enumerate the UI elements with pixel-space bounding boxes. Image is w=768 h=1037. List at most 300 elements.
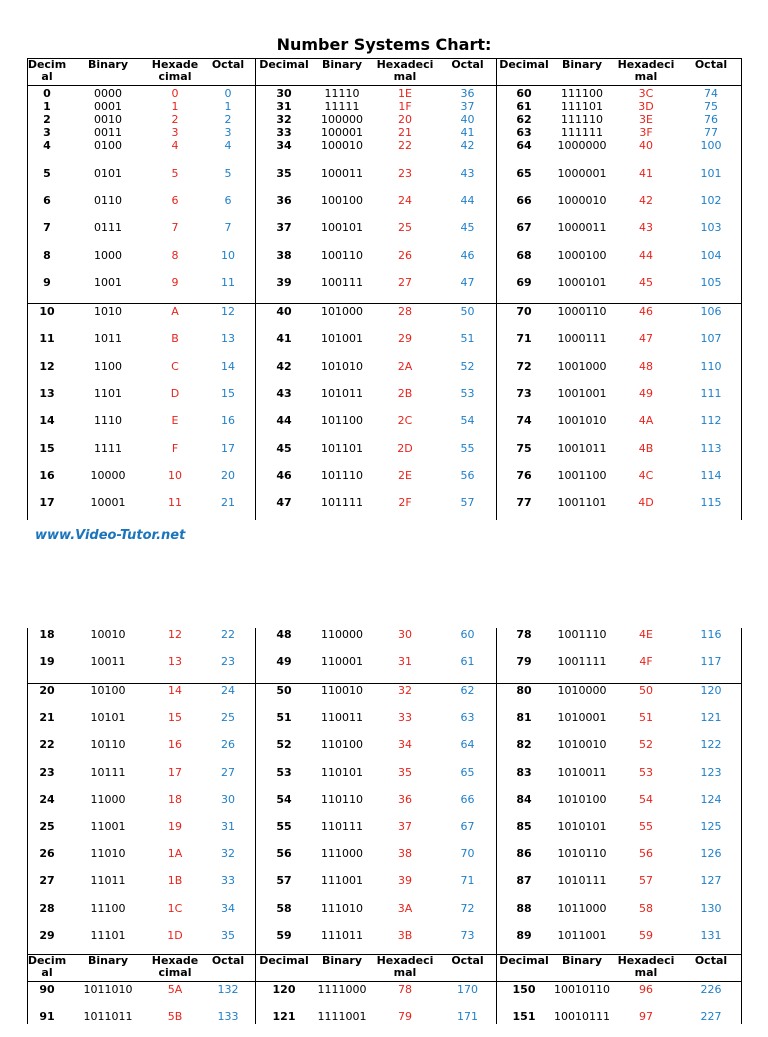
octal-cell: 30 [221,792,235,806]
binary-cell: 110101 [321,765,363,779]
hex-cell: 32 [398,684,412,697]
binary-cell: 1010011 [557,765,607,779]
decimal-cell: 53 [276,765,292,779]
decimal-cell: 15 [39,441,55,455]
table-row [27,167,742,194]
table-row [27,793,742,820]
decimal-cell: 14 [39,414,55,428]
binary-cell: 11111 [324,100,360,113]
decimal-cell: 82 [516,738,532,752]
octal-cell: 23 [221,655,235,669]
row-divider [27,981,742,982]
hex-cell: 56 [639,847,653,861]
decimal-cell: 17 [39,496,55,510]
hex-cell: 57 [639,874,653,888]
table-row [27,929,742,956]
octal-cell: 12 [221,305,235,318]
octal-cell: 61 [460,655,475,669]
binary-cell: 10100 [90,684,126,697]
header-binary: Binary [561,954,602,967]
decimal-cell: 70 [516,305,532,318]
decimal-cell: 67 [516,221,532,234]
decimal-cell: 77 [516,496,532,510]
hex-cell: 4D [638,496,654,510]
binary-cell: 1110 [94,414,122,428]
binary-cell: 11101 [90,928,126,942]
hex-cell: 14 [168,684,182,697]
octal-cell: 26 [221,738,235,752]
decimal-cell: 44 [276,414,292,428]
octal-cell: 11 [221,276,235,289]
hex-cell: C [171,359,179,373]
decimal-cell: 1 [43,100,51,113]
hex-cell: 9 [171,276,179,289]
hex-cell: 3F [639,126,653,139]
hex-cell: D [170,386,180,400]
binary-cell: 1111 [94,441,122,455]
binary-cell: 101010 [321,359,363,373]
decimal-cell: 21 [39,711,55,725]
decimal-cell: 36 [276,194,292,207]
octal-cell: 15 [221,386,235,400]
decimal-cell: 45 [276,441,292,455]
octal-cell: 22 [221,628,235,641]
website-link[interactable]: www.Video-Tutor.net [35,528,186,543]
hex-cell: 1C [167,901,183,915]
octal-cell: 127 [700,874,722,888]
decimal-cell: 75 [516,441,532,455]
header-octal: Octal [451,58,484,71]
octal-cell: 132 [217,983,239,996]
decimal-cell: 62 [516,113,532,126]
binary-cell: 0001 [94,100,122,113]
octal-cell: 31 [221,820,235,833]
decimal-cell: 150 [512,983,536,996]
hex-cell: 52 [639,738,653,752]
binary-cell: 10111 [90,765,126,779]
table-header-row [27,59,742,85]
hex-cell: 59 [639,928,653,942]
binary-cell: 1011011 [83,1010,133,1023]
header-binary: Binary [321,58,362,71]
hex-cell: 4E [639,628,653,641]
octal-cell: 14 [221,359,235,373]
octal-cell: 77 [704,126,718,139]
octal-cell: 2 [224,113,232,126]
decimal-cell: 22 [39,738,55,752]
hex-cell: 23 [398,167,412,180]
binary-cell: 1001001 [557,386,607,400]
table-row [27,126,742,139]
binary-cell: 100111 [321,276,363,289]
binary-cell: 111110 [561,113,603,126]
hex-cell: 48 [639,359,653,373]
binary-cell: 1000000 [557,139,607,152]
octal-cell: 42 [460,139,475,152]
decimal-cell: 34 [276,139,292,152]
binary-cell: 110010 [321,684,363,697]
binary-cell: 100001 [321,126,363,139]
table-row [27,766,742,793]
octal-cell: 100 [700,139,722,152]
binary-cell: 111001 [321,874,363,888]
header-hex: Hexadecimal [376,954,434,979]
octal-cell: 34 [221,901,235,915]
binary-cell: 111100 [561,87,603,100]
table-row [27,332,742,359]
octal-cell: 74 [704,87,718,100]
decimal-cell: 121 [272,1010,296,1023]
hex-cell: B [171,332,179,346]
decimal-cell: 19 [39,655,55,669]
hex-cell: 42 [639,194,653,207]
hex-cell: 11 [168,496,182,510]
decimal-cell: 87 [516,874,532,888]
decimal-cell: 90 [39,983,55,996]
decimal-cell: 40 [276,305,292,318]
hex-cell: 36 [398,792,412,806]
octal-cell: 63 [460,711,475,725]
table-row [27,305,742,332]
hex-cell: 17 [168,765,182,779]
hex-cell: 19 [168,820,182,833]
octal-cell: 10 [221,249,235,262]
octal-cell: 111 [700,386,722,400]
octal-cell: 117 [700,655,722,669]
decimal-cell: 4 [43,139,51,152]
binary-cell: 1000 [94,249,122,262]
binary-cell: 111101 [561,100,603,113]
decimal-cell: 33 [276,126,292,139]
binary-cell: 1001010 [557,414,607,428]
hex-cell: 1A [167,847,183,861]
octal-cell: 70 [460,847,475,861]
decimal-cell: 120 [272,983,296,996]
decimal-cell: 56 [276,847,292,861]
octal-cell: 121 [700,711,722,725]
hex-cell: 3D [638,100,654,113]
binary-cell: 1001000 [557,359,607,373]
binary-cell: 110011 [321,711,363,725]
binary-cell: 101101 [321,441,363,455]
octal-cell: 226 [700,983,722,996]
octal-cell: 32 [221,847,235,861]
decimal-cell: 58 [276,901,292,915]
hex-cell: 97 [639,1010,653,1023]
octal-cell: 71 [460,874,475,888]
decimal-cell: 16 [39,468,55,482]
decimal-cell: 63 [516,126,532,139]
decimal-cell: 69 [516,276,532,289]
table-row [27,194,742,221]
table-row [27,628,742,655]
decimal-cell: 86 [516,847,532,861]
decimal-cell: 38 [276,249,292,262]
binary-cell: 101110 [321,468,363,482]
binary-cell: 11110 [324,87,360,100]
octal-cell: 112 [700,414,722,428]
hex-cell: F [171,441,179,455]
binary-cell: 1011010 [83,983,133,996]
hex-cell: 79 [398,1010,412,1023]
octal-cell: 101 [700,167,722,180]
binary-cell: 1100 [94,359,122,373]
header-octal: Octal [694,58,728,71]
hex-cell: 13 [168,655,182,669]
table-row [27,276,742,303]
chart-page-2 [27,628,742,1024]
binary-cell: 1111000 [317,983,367,996]
table-row [27,655,742,682]
octal-cell: 52 [460,359,475,373]
binary-cell: 110111 [321,820,363,833]
decimal-cell: 84 [516,792,532,806]
table-row [27,874,742,901]
binary-cell: 1010110 [557,847,607,861]
decimal-cell: 73 [516,386,532,400]
decimal-cell: 151 [512,1010,536,1023]
hex-cell: 34 [398,738,412,752]
table-row [27,100,742,113]
decimal-cell: 91 [39,1010,55,1023]
decimal-cell: 11 [39,332,55,346]
hex-cell: 26 [398,249,412,262]
decimal-cell: 0 [43,87,51,100]
decimal-cell: 88 [516,901,532,915]
octal-cell: 21 [221,496,235,510]
hex-cell: 29 [398,332,412,346]
table-row [27,139,742,166]
octal-cell: 3 [224,126,232,139]
octal-cell: 27 [221,765,235,779]
hex-cell: 22 [398,139,412,152]
decimal-cell: 32 [276,113,292,126]
octal-cell: 36 [460,87,475,100]
octal-cell: 67 [460,820,475,833]
decimal-cell: 61 [516,100,532,113]
hex-cell: 21 [398,126,412,139]
octal-cell: 133 [217,1010,239,1023]
octal-cell: 122 [700,738,722,752]
hex-cell: 3B [397,928,413,942]
binary-cell: 100110 [321,249,363,262]
octal-cell: 46 [460,249,475,262]
octal-cell: 37 [460,100,475,113]
hex-cell: 5B [167,1010,183,1023]
binary-cell: 1001110 [557,628,607,641]
hex-cell: 16 [168,738,182,752]
hex-cell: 4F [639,655,653,669]
octal-cell: 57 [460,496,475,510]
decimal-cell: 81 [516,711,532,725]
header-hex: Hexadecimal [151,58,199,83]
hex-cell: 33 [398,711,412,725]
octal-cell: 20 [221,468,235,482]
decimal-cell: 57 [276,874,292,888]
header-octal: Octal [211,58,245,71]
table-row [27,738,742,765]
decimal-cell: 43 [276,386,292,400]
hex-cell: 1B [167,874,183,888]
binary-cell: 1000111 [557,332,607,346]
binary-cell: 11011 [90,874,126,888]
table-row [27,684,742,711]
hex-cell: 20 [398,113,412,126]
octal-cell: 105 [700,276,722,289]
octal-cell: 102 [700,194,722,207]
hex-cell: 8 [171,249,179,262]
octal-cell: 5 [224,167,232,180]
binary-cell: 1011 [94,332,122,346]
binary-cell: 1000110 [557,305,607,318]
binary-cell: 1000011 [557,221,607,234]
decimal-cell: 20 [39,684,55,697]
binary-cell: 110100 [321,738,363,752]
binary-cell: 1000001 [557,167,607,180]
decimal-cell: 68 [516,249,532,262]
header-decimal: Decimal [27,954,67,979]
decimal-cell: 59 [276,928,292,942]
hex-cell: 46 [639,305,653,318]
hex-cell: 1F [398,100,412,113]
binary-cell: 10010110 [554,983,610,996]
hex-cell: 18 [168,792,182,806]
header-hex: Hexadecimal [617,954,675,979]
octal-cell: 120 [700,684,722,697]
decimal-cell: 28 [39,901,55,915]
octal-cell: 114 [700,468,722,482]
hex-cell: 3 [171,126,179,139]
octal-cell: 53 [460,386,475,400]
octal-cell: 72 [460,901,475,915]
header-hex: Hexadecimal [617,58,675,83]
hex-cell: E [171,414,179,428]
header-octal: Octal [451,954,484,967]
hex-cell: 78 [398,983,412,996]
hex-cell: 37 [398,820,412,833]
octal-cell: 75 [704,100,718,113]
binary-cell: 1010100 [557,792,607,806]
hex-cell: 24 [398,194,412,207]
octal-cell: 103 [700,221,722,234]
hex-cell: 53 [639,765,653,779]
binary-cell: 11010 [90,847,126,861]
octal-cell: 44 [460,194,475,207]
hex-cell: 96 [639,983,653,996]
hex-cell: 28 [398,305,412,318]
binary-cell: 1001100 [557,468,607,482]
binary-cell: 1010010 [557,738,607,752]
binary-cell: 10110 [90,738,126,752]
hex-cell: 4C [638,468,654,482]
binary-cell: 1010 [94,305,122,318]
decimal-cell: 37 [276,221,292,234]
hex-cell: 2F [398,496,412,510]
octal-cell: 16 [221,414,235,428]
decimal-cell: 55 [276,820,292,833]
octal-cell: 33 [221,874,235,888]
octal-cell: 24 [221,684,235,697]
table-row [27,983,742,1010]
decimal-cell: 72 [516,359,532,373]
decimal-cell: 10 [39,305,55,318]
hex-cell: 47 [639,332,653,346]
binary-cell: 101011 [321,386,363,400]
decimal-cell: 54 [276,792,292,806]
decimal-cell: 3 [43,126,51,139]
octal-cell: 41 [460,126,475,139]
octal-cell: 13 [221,332,235,346]
decimal-cell: 74 [516,414,532,428]
hex-cell: 54 [639,792,653,806]
octal-cell: 65 [460,765,475,779]
octal-cell: 60 [460,628,475,641]
decimal-cell: 39 [276,276,292,289]
hex-cell: 51 [639,711,653,725]
binary-cell: 1011000 [557,901,607,915]
hex-cell: 58 [639,901,653,915]
hex-cell: 10 [168,468,182,482]
decimal-cell: 27 [39,874,55,888]
decimal-cell: 71 [516,332,532,346]
decimal-cell: 25 [39,820,55,833]
binary-cell: 0011 [94,126,122,139]
binary-cell: 10001 [90,496,126,510]
binary-cell: 11100 [90,901,126,915]
binary-cell: 0101 [94,167,122,180]
decimal-cell: 23 [39,765,55,779]
octal-cell: 47 [460,276,475,289]
decimal-cell: 64 [516,139,532,152]
hex-cell: 2E [398,468,412,482]
octal-cell: 17 [221,441,235,455]
decimal-cell: 51 [276,711,292,725]
octal-cell: 113 [700,441,722,455]
octal-cell: 126 [700,847,722,861]
binary-cell: 10000 [90,468,126,482]
hex-cell: 4A [638,414,654,428]
binary-cell: 110000 [321,628,363,641]
octal-cell: 43 [460,167,475,180]
binary-cell: 1001111 [557,655,607,669]
binary-cell: 1000101 [557,276,607,289]
hex-cell: 38 [398,847,412,861]
header-decimal: Decimal [499,954,549,967]
binary-cell: 100010 [321,139,363,152]
octal-cell: 25 [221,711,235,725]
octal-cell: 116 [700,628,722,641]
decimal-cell: 49 [276,655,292,669]
decimal-cell: 7 [43,221,51,234]
decimal-cell: 30 [276,87,292,100]
hex-cell: 39 [398,874,412,888]
binary-cell: 1010101 [557,820,607,833]
binary-cell: 101100 [321,414,363,428]
octal-cell: 131 [700,928,722,942]
table-row [27,387,742,414]
decimal-cell: 76 [516,468,532,482]
table-row [27,847,742,874]
header-decimal: Decimal [27,58,67,83]
octal-cell: 125 [700,820,722,833]
hex-cell: 1E [398,87,412,100]
octal-cell: 107 [700,332,722,346]
hex-cell: 3E [639,113,653,126]
hex-cell: 12 [168,628,182,641]
table-row [27,87,742,100]
table-row [27,249,742,276]
decimal-cell: 80 [516,684,532,697]
